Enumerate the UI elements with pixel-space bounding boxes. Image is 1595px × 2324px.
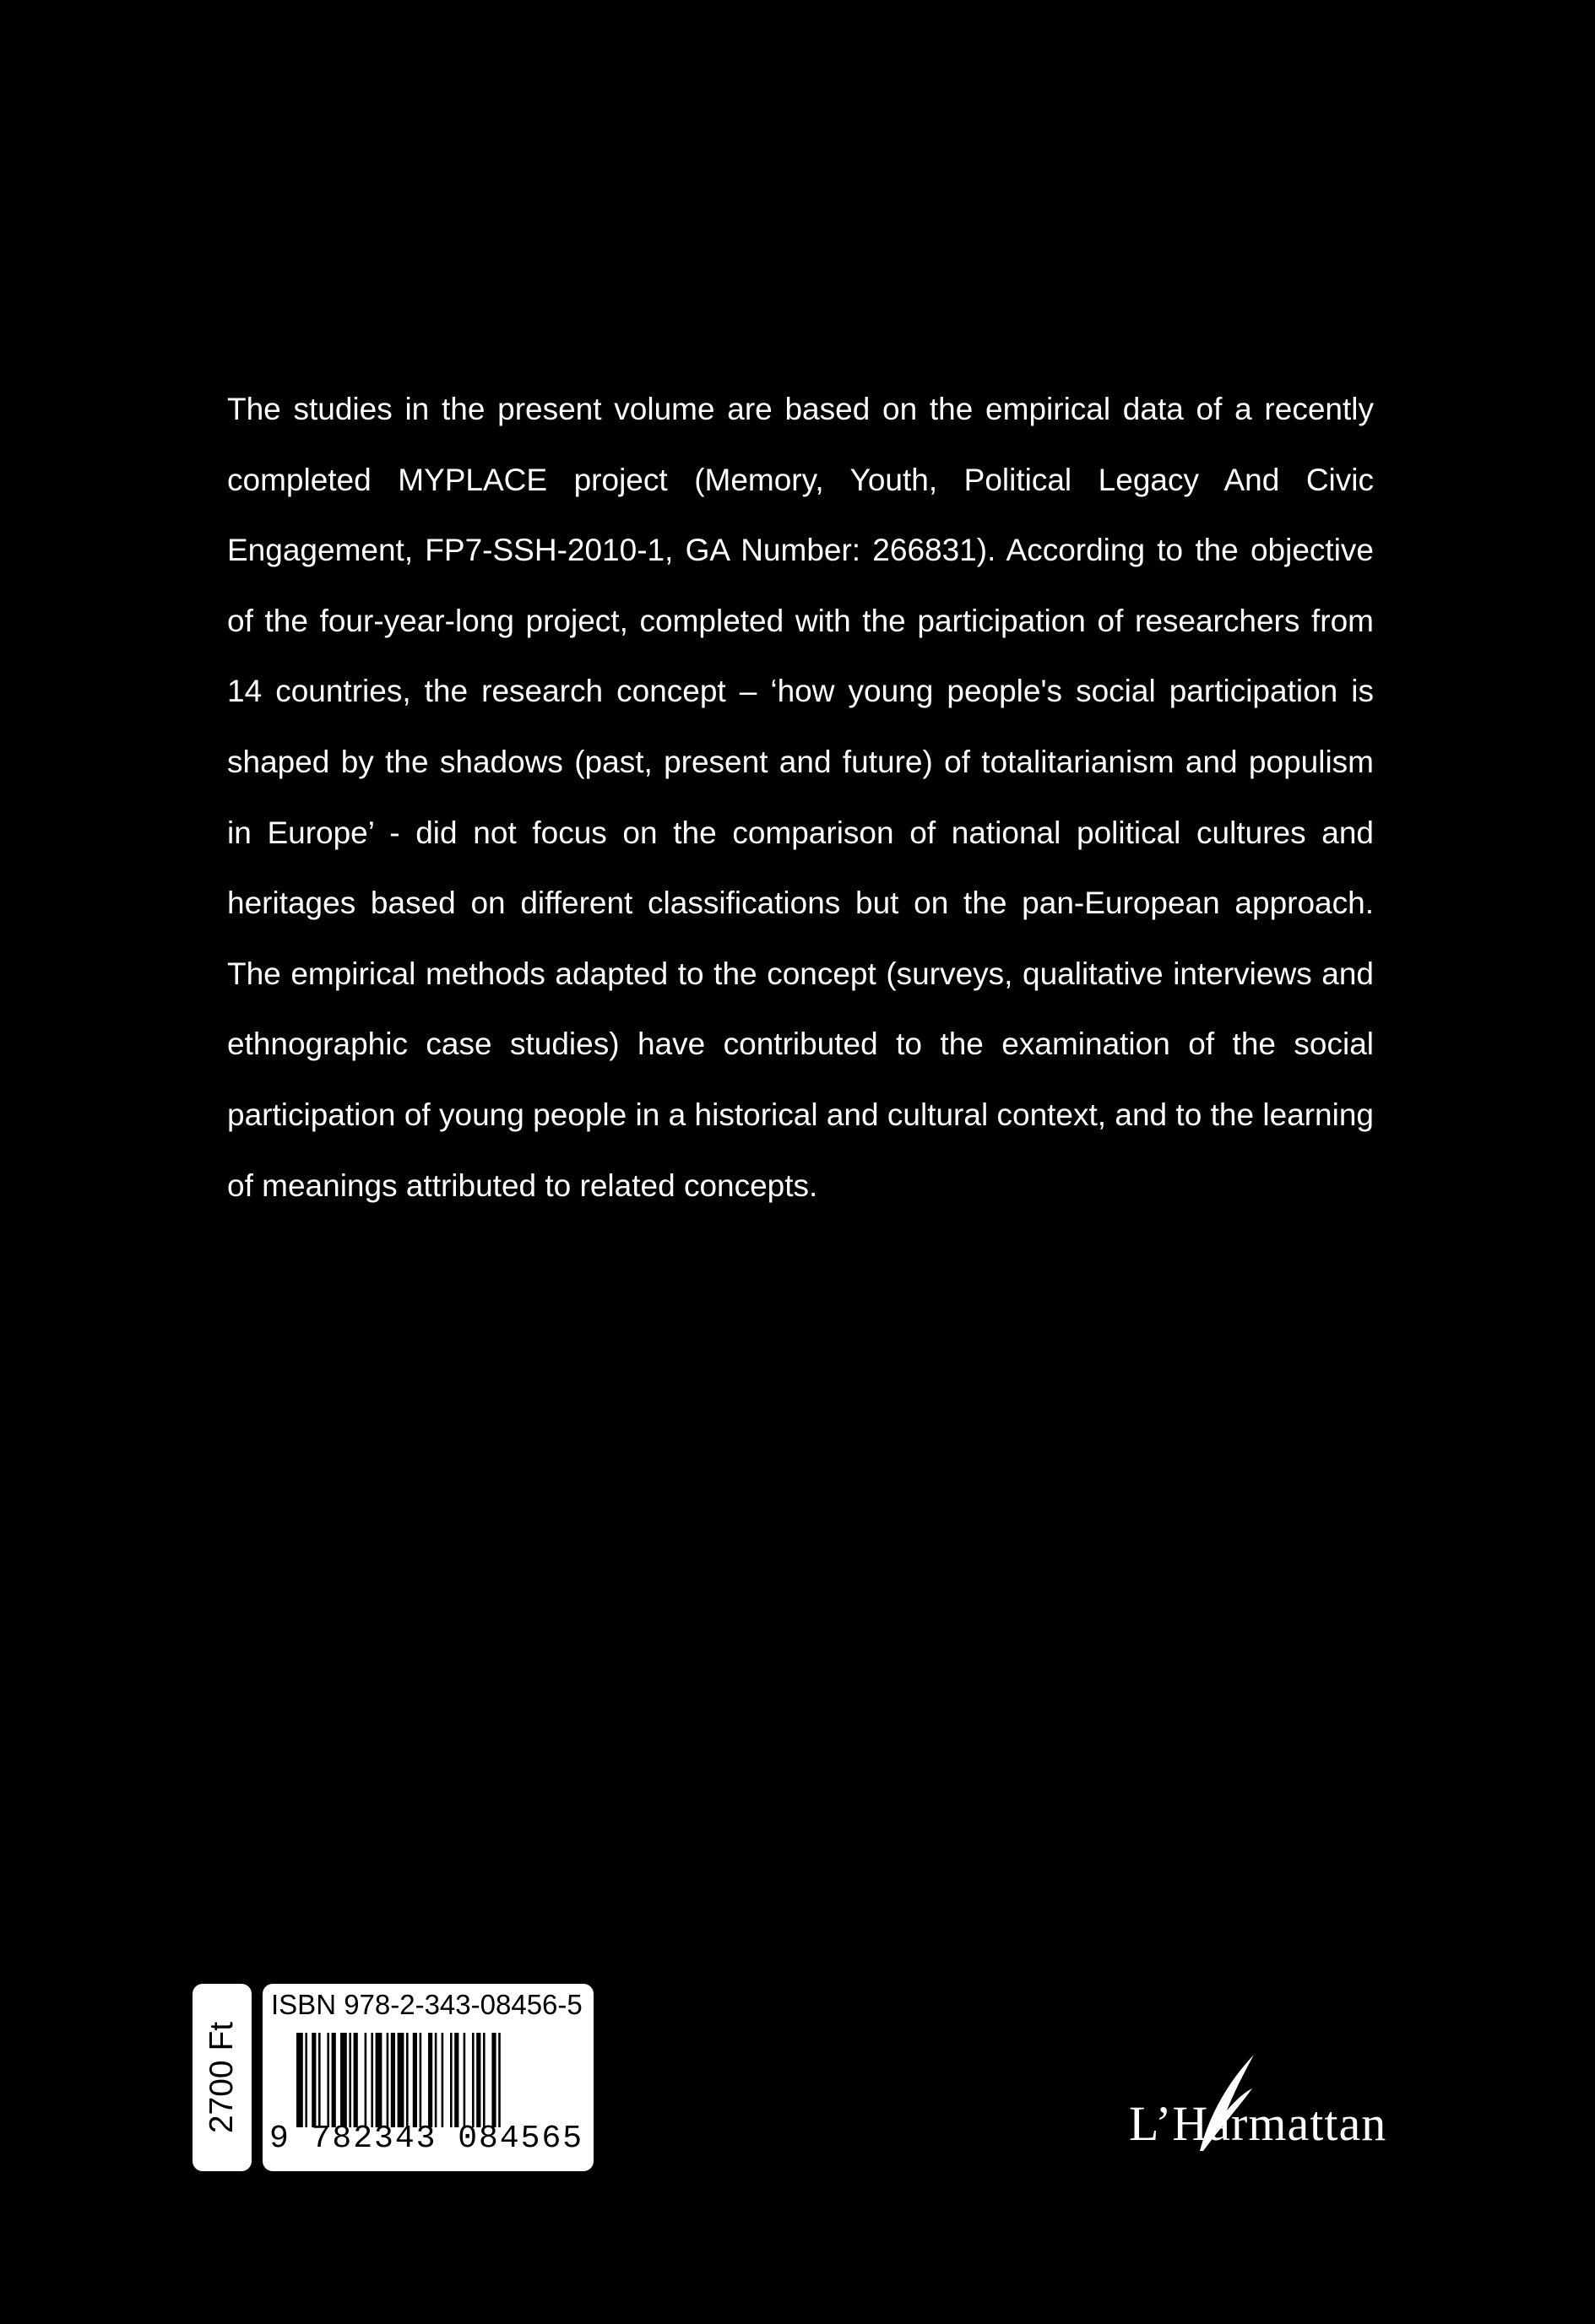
- barcode-icon: [296, 2033, 583, 2127]
- isbn-barcode-label: [263, 1984, 594, 2171]
- publisher-logo: [1129, 2051, 1399, 2186]
- back-cover-blurb: The studies in the present volume are based on the empirical data of a recently completed MYPLACE project (Memory, Youth, Political Legacy And Civic Engagement, FP7-SSH-2010-1, GA Number: 266831). According to the objective of the four-year-long project, completed with the participation of researchers from 14 countries, the research concept – ‘how young people's social participation is shaped by the shadows (past, present and future) of totalitarianism and populism in Europe’ - did not focus on the comparison of national political cultures and heritages based on different classifications but on the pan-European approach. The empirical methods adapted to the concept (surveys, qualitative interviews and ethnographic case studies) have contributed to the examination of the social participation of young people in a historical and cultural context, and to the learning of meanings attributed to related concepts.: [227, 392, 1374, 1203]
- publisher-name: L’Harmattan: [1129, 2096, 1387, 2151]
- price-label: 2700 Ft: [203, 2021, 240, 2134]
- price-tag: [193, 1984, 252, 2171]
- isbn-number: ISBN 978-2-343-08456-5: [271, 1989, 583, 2020]
- barcode-digits: 9 782343 084565: [269, 2121, 584, 2157]
